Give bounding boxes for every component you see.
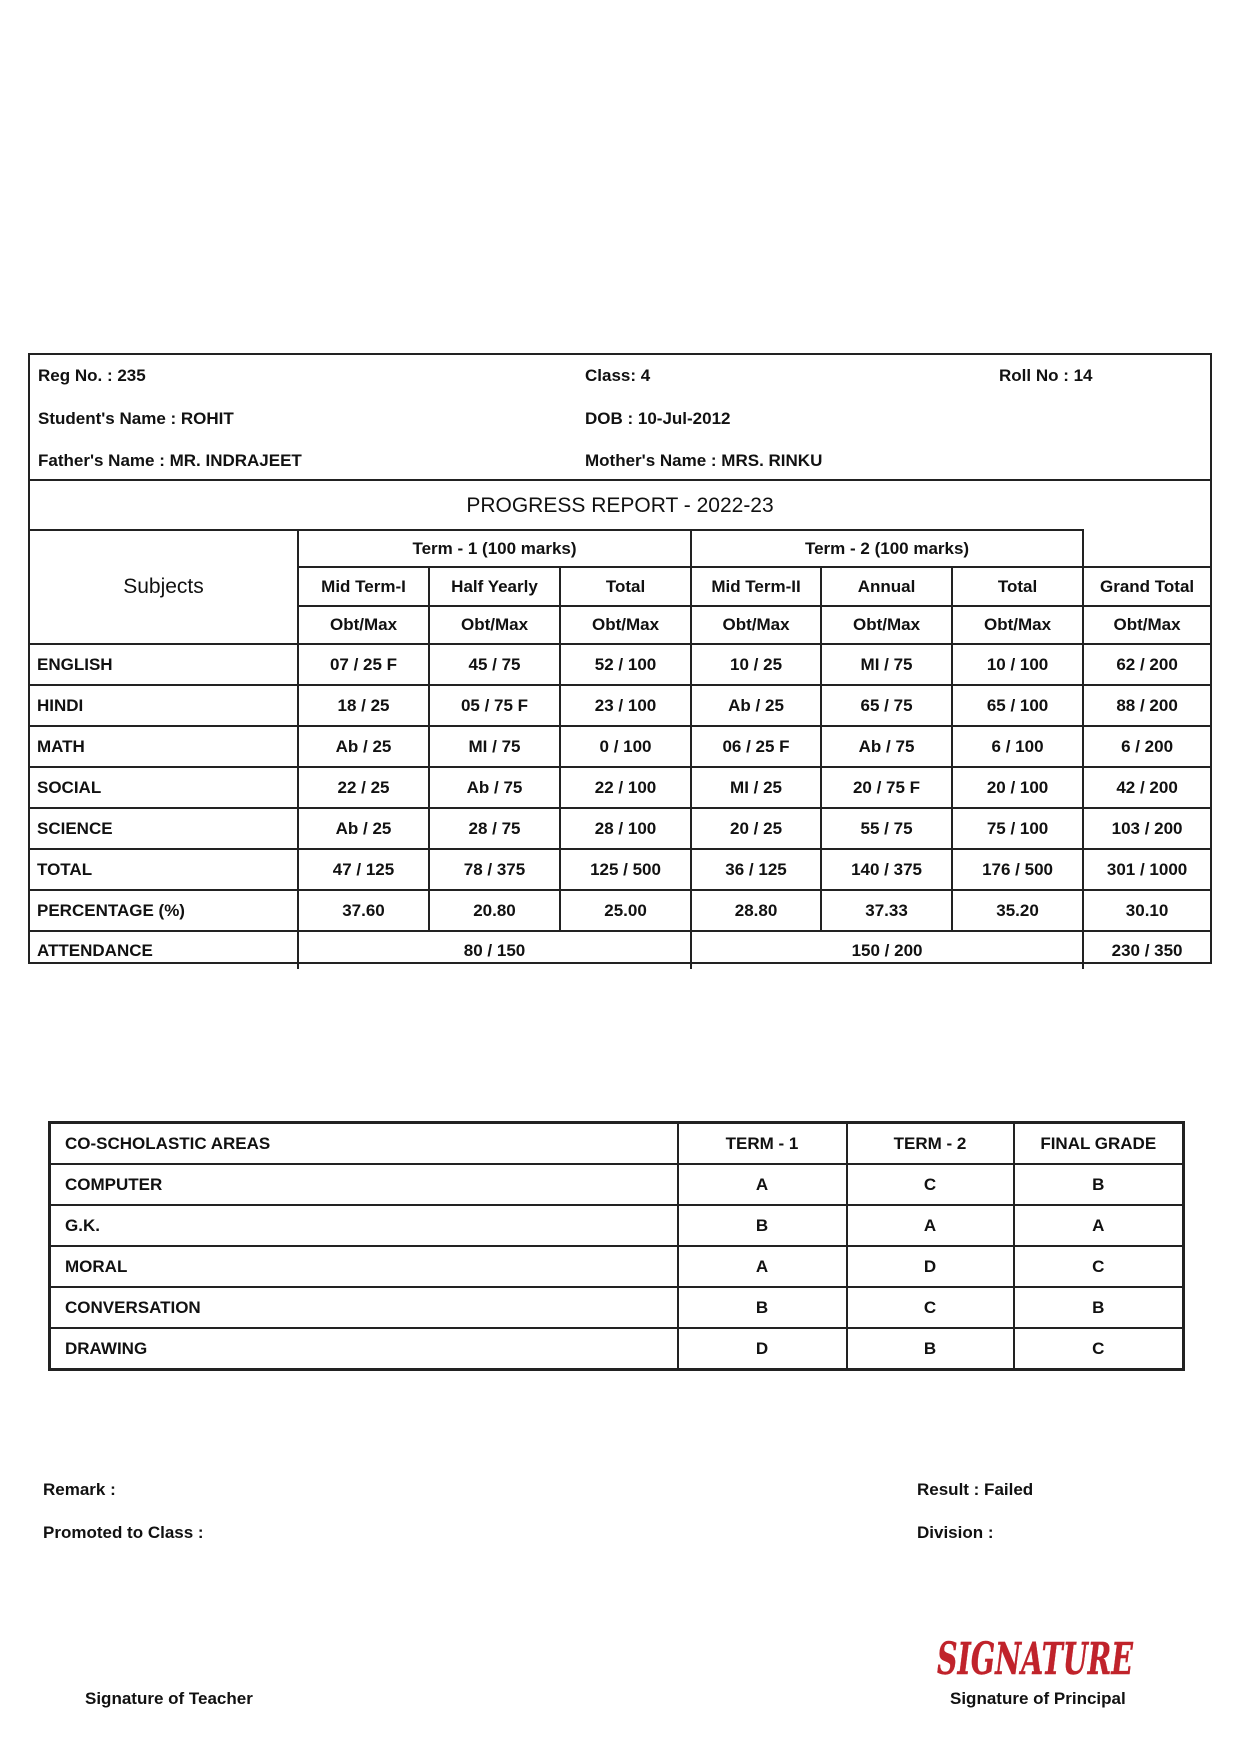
mark-cell: 140 / 375 bbox=[821, 849, 952, 890]
column-header: Grand Total bbox=[1083, 567, 1210, 606]
term2-grade: A bbox=[847, 1205, 1014, 1246]
father-name: Father's Name : MR. INDRAJEET bbox=[38, 451, 302, 470]
column-header: Mid Term-II bbox=[691, 567, 821, 606]
mark-cell: Ab / 75 bbox=[821, 726, 952, 767]
subject-row bbox=[30, 685, 1210, 726]
subject-name: ENGLISH bbox=[30, 644, 298, 685]
empty-cell bbox=[1083, 530, 1210, 567]
division: Division : bbox=[917, 1523, 994, 1542]
mark-cell: 37.60 bbox=[298, 890, 429, 931]
mark-cell: MI / 75 bbox=[821, 644, 952, 685]
co-scholastic-table bbox=[48, 1121, 1185, 1371]
attendance-term2: 150 / 200 bbox=[691, 931, 1083, 969]
mark-cell: 25.00 bbox=[560, 890, 691, 931]
subject-row bbox=[30, 808, 1210, 849]
attendance-grand: 230 / 350 bbox=[1083, 931, 1210, 969]
co-scholastic-row bbox=[50, 1164, 1184, 1205]
result: Result : Failed bbox=[917, 1480, 1034, 1499]
signature-stamp-text: SIGNATURE bbox=[937, 1634, 1134, 1685]
mark-cell: 30.10 bbox=[1083, 890, 1210, 931]
final-grade: C bbox=[1014, 1328, 1184, 1370]
final-grade: B bbox=[1014, 1287, 1184, 1328]
mark-cell: 18 / 25 bbox=[298, 685, 429, 726]
mark-cell: 65 / 100 bbox=[952, 685, 1083, 726]
subject-row bbox=[30, 726, 1210, 767]
mark-cell: 28 / 75 bbox=[429, 808, 560, 849]
mark-cell: 75 / 100 bbox=[952, 808, 1083, 849]
roll-no: Roll No : 14 bbox=[999, 366, 1093, 385]
subject-name: MATH bbox=[30, 726, 298, 767]
mark-cell: 42 / 200 bbox=[1083, 767, 1210, 808]
subject-row bbox=[30, 767, 1210, 808]
obt-max-header: Obt/Max bbox=[429, 606, 560, 644]
mark-cell: 07 / 25 F bbox=[298, 644, 429, 685]
attendance-label: ATTENDANCE bbox=[30, 931, 298, 969]
mother-name: Mother's Name : MRS. RINKU bbox=[585, 451, 823, 470]
term2-header: Term - 2 (100 marks) bbox=[691, 530, 1083, 567]
subjects-header: Subjects bbox=[30, 530, 298, 644]
column-header: Mid Term-I bbox=[298, 567, 429, 606]
mark-cell: 06 / 25 F bbox=[691, 726, 821, 767]
promoted-to-class: Promoted to Class : bbox=[43, 1523, 204, 1542]
subject-row bbox=[30, 644, 1210, 685]
mark-cell: 55 / 75 bbox=[821, 808, 952, 849]
co-scholastic-row bbox=[50, 1205, 1184, 1246]
mark-cell: 6 / 100 bbox=[952, 726, 1083, 767]
area-name: COMPUTER bbox=[50, 1164, 678, 1205]
term2-grade-header: TERM - 2 bbox=[847, 1123, 1014, 1165]
area-name: G.K. bbox=[50, 1205, 678, 1246]
reg-no: Reg No. : 235 bbox=[38, 366, 146, 385]
dob: DOB : 10-Jul-2012 bbox=[585, 409, 731, 428]
teacher-signature-label: Signature of Teacher bbox=[85, 1689, 253, 1708]
subject-row bbox=[30, 849, 1210, 890]
remark: Remark : bbox=[43, 1480, 116, 1499]
term1-grade: A bbox=[678, 1246, 847, 1287]
mark-cell: 23 / 100 bbox=[560, 685, 691, 726]
mark-cell: 10 / 25 bbox=[691, 644, 821, 685]
subject-name: SOCIAL bbox=[30, 767, 298, 808]
term1-header: Term - 1 (100 marks) bbox=[298, 530, 691, 567]
mark-cell: 6 / 200 bbox=[1083, 726, 1210, 767]
mark-cell: Ab / 25 bbox=[691, 685, 821, 726]
area-name: CONVERSATION bbox=[50, 1287, 678, 1328]
mark-cell: 45 / 75 bbox=[429, 644, 560, 685]
final-grade-header: FINAL GRADE bbox=[1014, 1123, 1184, 1165]
co-scholastic-row bbox=[50, 1246, 1184, 1287]
mark-cell: 36 / 125 bbox=[691, 849, 821, 890]
term1-grade: D bbox=[678, 1328, 847, 1370]
co-scholastic-header: CO-SCHOLASTIC AREAS bbox=[50, 1123, 678, 1165]
mark-cell: 176 / 500 bbox=[952, 849, 1083, 890]
co-scholastic-row bbox=[50, 1287, 1184, 1328]
mark-cell: 103 / 200 bbox=[1083, 808, 1210, 849]
mark-cell: 05 / 75 F bbox=[429, 685, 560, 726]
co-scholastic-row bbox=[50, 1328, 1184, 1370]
mark-cell: 37.33 bbox=[821, 890, 952, 931]
obt-max-header: Obt/Max bbox=[691, 606, 821, 644]
subject-row bbox=[30, 890, 1210, 931]
mark-cell: 62 / 200 bbox=[1083, 644, 1210, 685]
final-grade: C bbox=[1014, 1246, 1184, 1287]
subject-name: PERCENTAGE (%) bbox=[30, 890, 298, 931]
area-name: MORAL bbox=[50, 1246, 678, 1287]
mark-cell: 125 / 500 bbox=[560, 849, 691, 890]
subject-name: TOTAL bbox=[30, 849, 298, 890]
mark-cell: 20 / 25 bbox=[691, 808, 821, 849]
subject-name: HINDI bbox=[30, 685, 298, 726]
class: Class: 4 bbox=[585, 366, 651, 385]
mark-cell: 78 / 375 bbox=[429, 849, 560, 890]
mark-cell: 20 / 100 bbox=[952, 767, 1083, 808]
mark-cell: 22 / 25 bbox=[298, 767, 429, 808]
term2-grade: C bbox=[847, 1164, 1014, 1205]
term2-grade: B bbox=[847, 1328, 1014, 1370]
obt-max-header: Obt/Max bbox=[1083, 606, 1210, 644]
mark-cell: 88 / 200 bbox=[1083, 685, 1210, 726]
student-name: Student's Name : ROHIT bbox=[38, 409, 234, 428]
term2-grade: C bbox=[847, 1287, 1014, 1328]
mark-cell: 0 / 100 bbox=[560, 726, 691, 767]
obt-max-header: Obt/Max bbox=[952, 606, 1083, 644]
mark-cell: 10 / 100 bbox=[952, 644, 1083, 685]
mark-cell: MI / 75 bbox=[429, 726, 560, 767]
marks-table bbox=[30, 529, 1210, 969]
column-header: Half Yearly bbox=[429, 567, 560, 606]
mark-cell: MI / 25 bbox=[691, 767, 821, 808]
mark-cell: 47 / 125 bbox=[298, 849, 429, 890]
obt-max-header: Obt/Max bbox=[821, 606, 952, 644]
mark-cell: 35.20 bbox=[952, 890, 1083, 931]
mark-cell: 65 / 75 bbox=[821, 685, 952, 726]
mark-cell: Ab / 75 bbox=[429, 767, 560, 808]
mark-cell: 301 / 1000 bbox=[1083, 849, 1210, 890]
mark-cell: 20.80 bbox=[429, 890, 560, 931]
term2-grade: D bbox=[847, 1246, 1014, 1287]
column-header: Annual bbox=[821, 567, 952, 606]
report-title: PROGRESS REPORT - 2022-23 bbox=[30, 479, 1210, 531]
term1-grade: B bbox=[678, 1287, 847, 1328]
obt-max-header: Obt/Max bbox=[560, 606, 691, 644]
area-name: DRAWING bbox=[50, 1328, 678, 1370]
mark-cell: 22 / 100 bbox=[560, 767, 691, 808]
progress-report-box bbox=[28, 353, 1212, 964]
column-header: Total bbox=[952, 567, 1083, 606]
mark-cell: 52 / 100 bbox=[560, 644, 691, 685]
obt-max-header: Obt/Max bbox=[298, 606, 429, 644]
column-header: Total bbox=[560, 567, 691, 606]
final-grade: A bbox=[1014, 1205, 1184, 1246]
subject-name: SCIENCE bbox=[30, 808, 298, 849]
mark-cell: 28 / 100 bbox=[560, 808, 691, 849]
mark-cell: Ab / 25 bbox=[298, 726, 429, 767]
principal-signature-stamp bbox=[935, 1626, 1135, 1684]
mark-cell: Ab / 25 bbox=[298, 808, 429, 849]
principal-signature-label: Signature of Principal bbox=[950, 1689, 1126, 1708]
term1-grade: B bbox=[678, 1205, 847, 1246]
term1-grade-header: TERM - 1 bbox=[678, 1123, 847, 1165]
mark-cell: 20 / 75 F bbox=[821, 767, 952, 808]
final-grade: B bbox=[1014, 1164, 1184, 1205]
mark-cell: 28.80 bbox=[691, 890, 821, 931]
term1-grade: A bbox=[678, 1164, 847, 1205]
attendance-term1: 80 / 150 bbox=[298, 931, 691, 969]
